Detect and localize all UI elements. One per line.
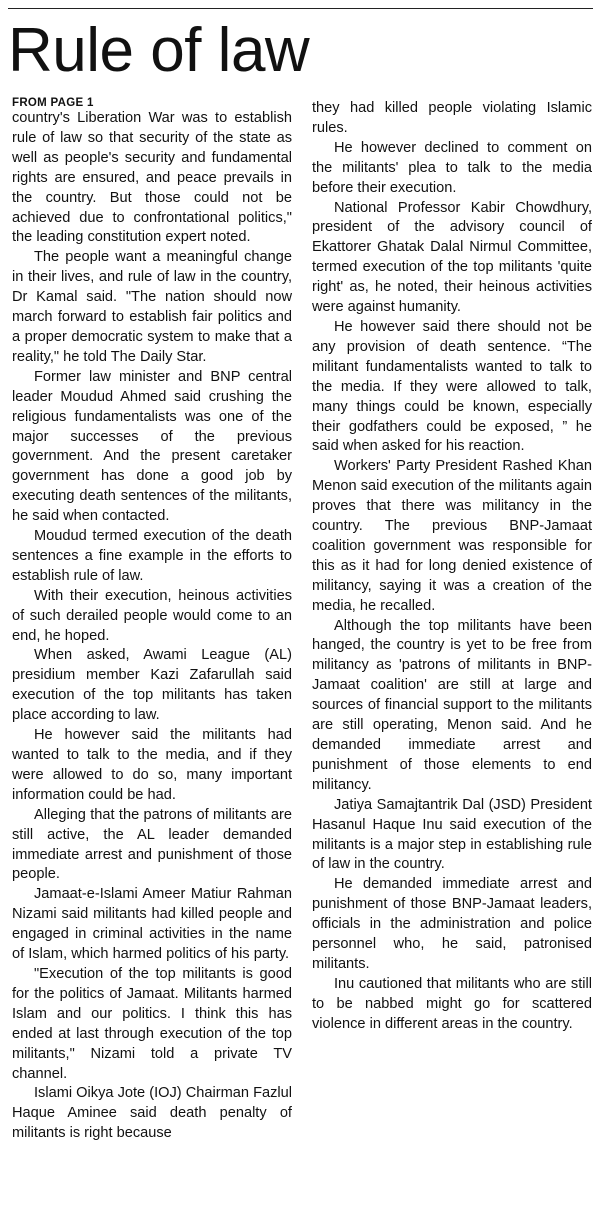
paragraph: country's Liberation War was to establish rule of law so that security of the state as well as people's security and fundamental rights are ensured, and peace prevails in the country. But those could not be achieved due to confrontational politics," the leading constitution expert noted. [12,110,292,246]
paragraph: Inu cautioned that militants who are still to be nabbed might go for scattered violence in different areas in the country. [312,975,592,1032]
top-rule [8,8,593,9]
right-column [312,99,592,1035]
paragraph: He however declined to comment on the militants' plea to talk to the media before their execution. [312,139,592,196]
paragraph: Alleging that the patrons of militants are still active, the AL leader demanded immediate arrest and punishment of those people. [12,806,292,883]
paragraph: The people want a meaningful change in their lives, and rule of law in the country, Dr Kamal said. "The nation should now march forward to establish fair politics and a proper democratic system to make that a reality," he told The Daily Star. [12,249,292,365]
paragraph: "Execution of the top militants is good for the politics of Jamaat. Militants harmed Islam and our politics. I think this has ended at last through execution of the top militants," Nizami told a private TV channel. [12,965,292,1082]
paragraph: He demanded immediate arrest and punishment of those BNP-Jamaat leaders, officials in the administration and police personnel who, he said, patronised militants. [312,876,592,972]
paragraph: Moudud termed execution of the death sentences a fine example in the efforts to establish rule of law. [12,528,292,584]
paragraph: Jamaat-e-Islami Ameer Matiur Rahman Nizami said militants had killed people and engaged in criminal activities in the name of Islam, which harmed politics of his party. [12,886,292,963]
left-column [12,96,292,1144]
paragraph: Islami Oikya Jote (IOJ) Chairman Fazlul Haque Aminee said death penalty of militants is right because [12,1085,292,1142]
paragraph: National Professor Kabir Chowdhury, president of the advisory council of Ekattorer Ghatak Dalal Nirmul Committee, termed execution of the top militants 'quite right' as, he noted, their heinous activities were against humanity. [312,199,592,316]
paragraph: Jatiya Samajtantrik Dal (JSD) President Hasanul Haque Inu said execution of the militants is a major step in establishing rule of law in the country. [312,796,592,873]
headline: Rule of law [8,16,310,85]
paragraph: they had killed people violating Islamic rules. [312,100,592,136]
paragraph: Workers' Party President Rashed Khan Menon said execution of the militants again proves that there was militancy in the country. The previous BNP-Jamaat coalition government was responsible for this as it had for long denied existence of militancy, saying it was a creation of the media, he recalled. [312,458,592,614]
paragraph: Although the top militants have been hanged, the country is yet to be free from militancy as 'patrons of militants in BNP-Jamaat coalition' are still at large and sources of financial support to the militants are still operating, Menon said. And he demanded immediate arrest and punishment of those elements to end militancy. [312,617,592,793]
paragraph: When asked, Awami League (AL) presidium member Kazi Zafarullah said execution of the top militants has taken place according to law. [12,647,292,724]
paragraph: He however said there should not be any provision of death sentence. “The militant fundamentalists wanted to talk to the media. If they were allowed to talk, many things could be known, especially their godfathers could be exposed, ” he said when asked for his reaction. [312,318,592,455]
paragraph: He however said the militants had wanted to talk to the media, and if they were allowed to do so, many important information could be had. [12,727,292,803]
paragraph: With their execution, heinous activities of such derailed people would come to an end, he hoped. [12,587,292,644]
kicker: FROM PAGE 1 [12,97,94,109]
paragraph: Former law minister and BNP central leader Moudud Ahmed said crushing the religious fundamentalists was one of the major successes of the previous government. And the present caretaker government has done a good job by executing death sentences of the militants, he said when contacted. [12,368,292,525]
